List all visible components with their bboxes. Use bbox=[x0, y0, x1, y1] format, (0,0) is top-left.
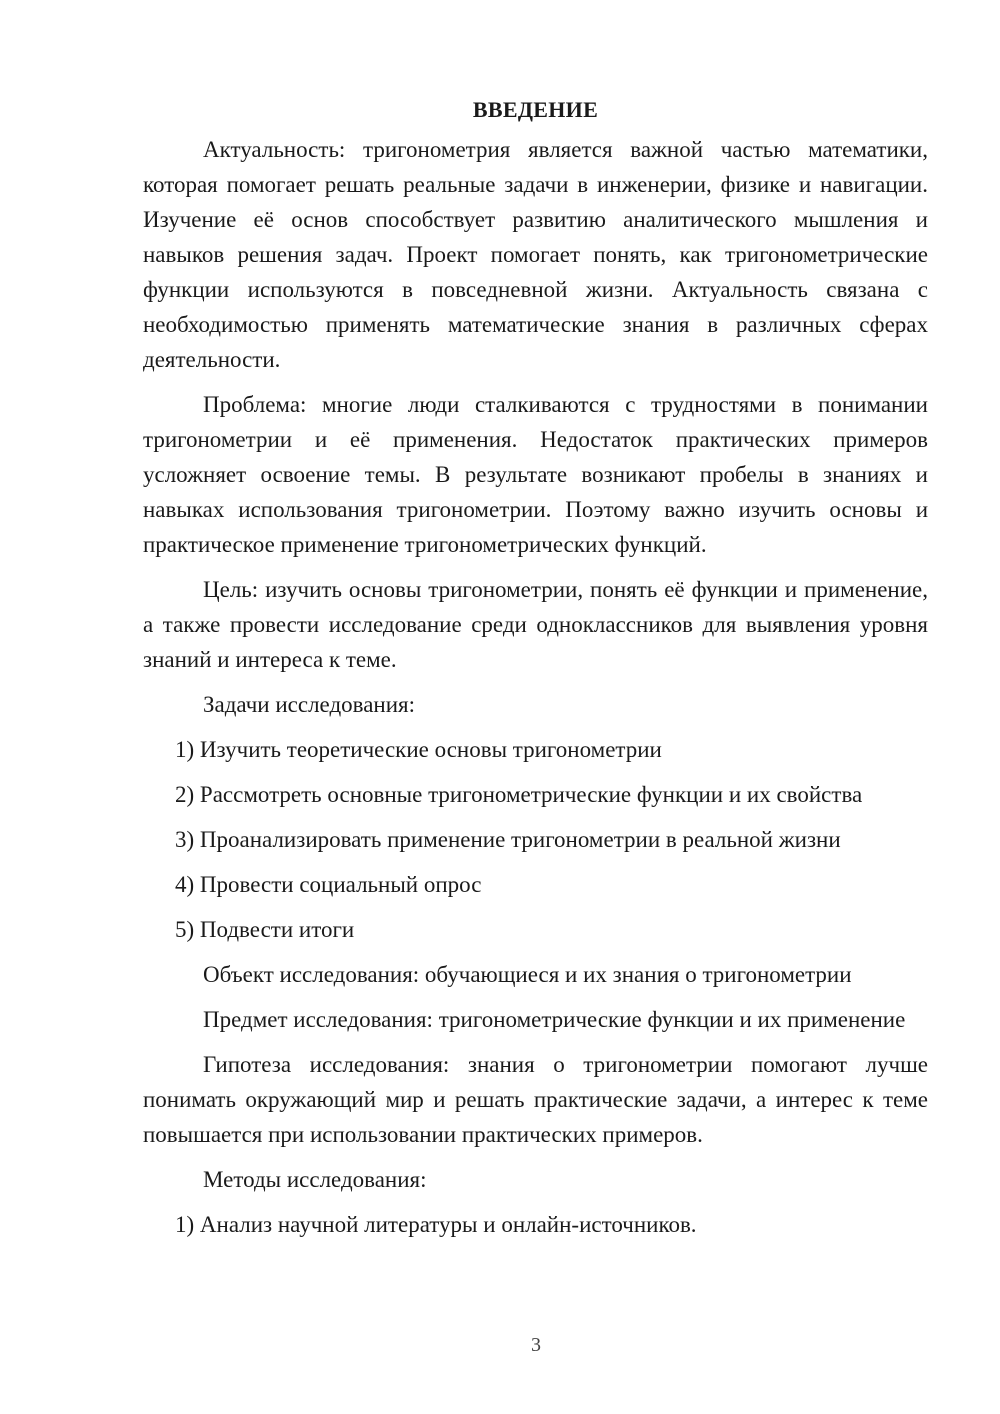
hypothesis-paragraph: Гипотеза исследования: знания о тригонометрии помогают лучше понимать окружающий мир и решать практические задачи, а интерес к теме повышается при использовании практических примеров. bbox=[143, 1052, 928, 1147]
page-number: 3 bbox=[531, 1334, 541, 1356]
subject-paragraph: Предмет исследования: тригонометрические функции и их применение bbox=[203, 1007, 906, 1032]
method-item-1: 1) Анализ научной литературы и онлайн-источников. bbox=[175, 1212, 697, 1237]
task-item-5: 5) Подвести итоги bbox=[175, 917, 355, 942]
problem-paragraph: Проблема: многие люди сталкиваются с трудностями в понимании тригонометрии и её применения. Недостаток практических примеров усложняет освоение темы. В результате возникают пробелы в знаниях и навыках использования тригонометрии. Поэтому важно изучить основы и практическое применение тригонометрических функций. bbox=[143, 392, 928, 557]
task-item-4: 4) Провести социальный опрос bbox=[175, 872, 482, 897]
object-paragraph: Объект исследования: обучающиеся и их знания о тригонометрии bbox=[203, 962, 852, 987]
relevance-paragraph: Актуальность: тригонометрия является важной частью математики, которая помогает решать реальные задачи в инженерии, физике и навигации. Изучение её основ способствует развитию аналитического мышления и навыков решения задач. Проект помогает понять, как тригонометрические функции используются в повседневной жизни. Актуальность связана с необходимостью применять математические знания в различных сферах деятельности. bbox=[143, 137, 928, 372]
tasks-heading: Задачи исследования: bbox=[203, 692, 416, 717]
goal-paragraph: Цель: изучить основы тригонометрии, понять её функции и применение, а также провести исследование среди одноклассников для выявления уровня знаний и интереса к теме. bbox=[143, 577, 928, 672]
page-content bbox=[143, 92, 928, 1252]
methods-heading: Методы исследования: bbox=[203, 1167, 427, 1192]
task-item-2: 2) Рассмотреть основные тригонометрические функции и их свойства bbox=[175, 782, 863, 807]
tasks-list bbox=[143, 732, 928, 947]
section-title: ВВЕДЕНИЕ bbox=[472, 97, 599, 122]
methods-list bbox=[143, 1207, 928, 1242]
task-item-1: 1) Изучить теоретические основы тригонометрии bbox=[175, 737, 662, 762]
task-item-3: 3) Проанализировать применение тригонометрии в реальной жизни bbox=[175, 827, 841, 852]
